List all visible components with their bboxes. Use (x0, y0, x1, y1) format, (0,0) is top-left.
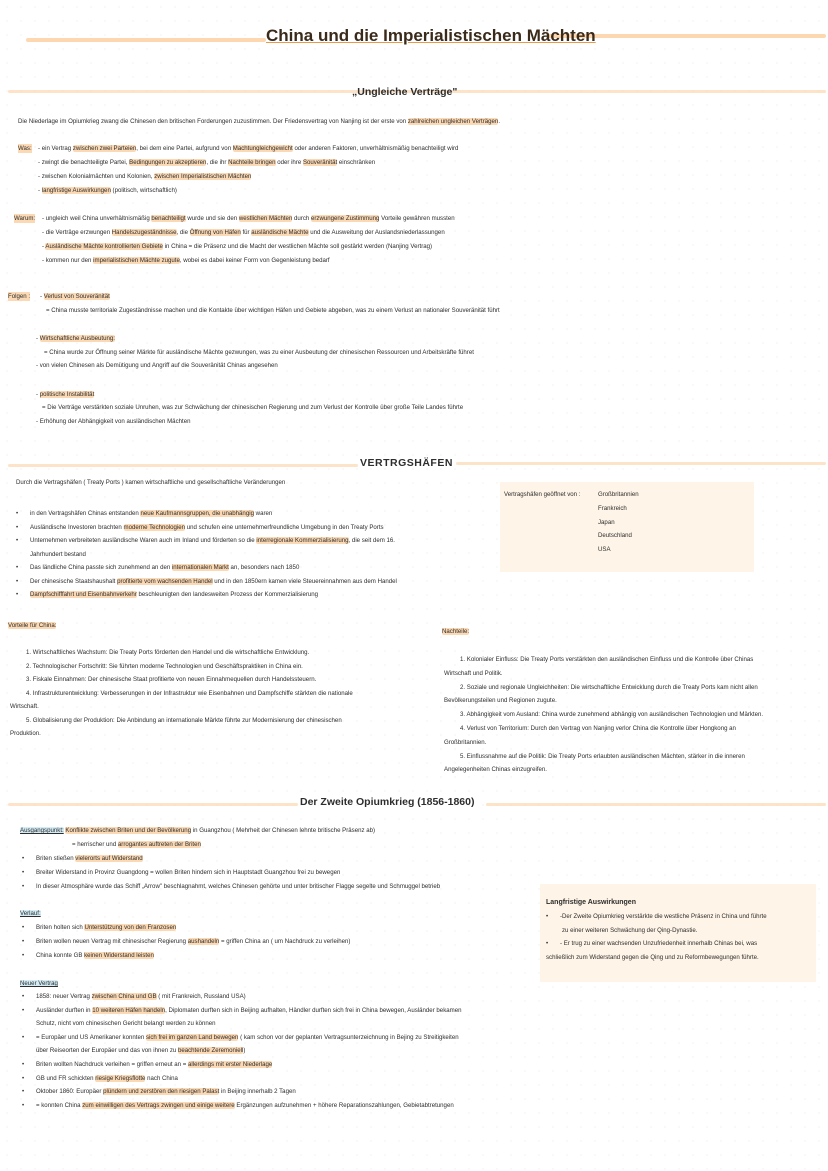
warum-label: Warum: (14, 215, 36, 222)
verlauf-label: Verlauf: (20, 910, 41, 917)
ausgang-line-2: = herrischer und arrogantes auftreten der Briten (72, 841, 201, 848)
country: USA (598, 546, 611, 554)
warum-line-1: - ungleich weil China unverhältnismäßig benachteiligt wurde und sie den westlichen Mächten durch erzwungene Zustimmung Vorteile gewähren mussten (42, 215, 455, 222)
section3-bar-left (8, 803, 298, 806)
treaty-ports-countries (598, 490, 639, 559)
warum-line-2: - die Verträge erzwungen Handelszugeständnisse, die Öffnung von Häfen für ausländische Mächte und die Ausweitung der Auslandsniederlassungen (42, 229, 445, 236)
treaty-ports-label: Vertragshäfen geöffnet von : (504, 491, 581, 498)
neuer-label: Neuer Vertrag (20, 980, 58, 987)
verlauf-bullets: • Briten holten sich Unterstützung von den Franzosen • Briten wollen neuen Vertrag mit chinesischer Regierung aushandeln = griffen China an ( um Nachdruck zu verleihen) • China konnte GB keinen Widerstand leisten (22, 924, 351, 959)
s2-bullets: • in den Vertragshäfen Chinas entstanden neue Kaufmannsgruppen, die unabhängig waren • Ausländische Investoren brachten moderne Technologien und schufen eine unternehmerfreundliche Umgebung in den Treaty Ports • Unternehmen verbreiteten ausländische Waren auch im Inland und förderten so die interregionale Kommerzialisierung, die seit dem 16. Jahrhundert bestand • Das ländliche China passte sich zunehmend an den internationalen Markt an, besonders nach 1850 • Der chinesische Staatshaushalt profitierte vom wachsenden Handel und in den 1850ern kamen viele Steuereinnahmen aus dem Handel • Dampfschifffahrt und Eisenbahnverkehr beschleunigten den landesweiten Prozess der Kommerzialisierung (16, 510, 397, 598)
vorteile-list: 1. Wirtschaftliches Wachstum: Die Treaty Ports förderten den Handel und die wirtschaftliche Entwicklung. 2. Technologischer Fortschritt: Sie führten moderne Technologien und Geschäftspraktiken in China ein. 3. Fiskale Einnahmen: Der chinesische Staat profitierte von neuen Einnahmequellen durch Handelssteuern. 4. Infrastrukturentwicklung: Verbesserungen in der Infrastruktur wie Eisenbahnen und Dampfschiffe stärkten die nationale Wirtschaft. 5. Globalisierung der Produktion: Die Anbindung an internationale Märkte führte zur Modernisierung der chinesischen Produktion. (10, 649, 353, 737)
folgen-1-head: - Verlust von Souveränität (40, 293, 110, 300)
ausgang-line: Ausgangspunkt: Konflikte zwischen Briten und der Bevölkerung in Guangzhou ( Mehrheit der Chinesen lehnte britische Präsenz ab) (20, 827, 376, 834)
country: Deutschland (598, 532, 632, 540)
neuer-bullets: • 1858: neuer Vertrag zwischen China und GB ( mit Frankreich, Russland USA) • Ausländer durften in 10 weiteren Häfen handeln, Diplomaten durften sich in Beijing aufhalten, Händler durften sich frei in China bewegen, Ausländer bekamen Schutz, nicht vom chinesischen Gericht belangt werden zu können • = Europäer und US Amerikaner konnten sich frei im ganzen Land bewegen ( kam schon vor der geplanten Vertragsunterzeichnung in Bejing zu Streitigkeiten über Reiseorten der Europäer und das von ihnen zu beachtende Zeremoniell) • Briten wollten Nachdruck verleihen = griffen erneut an = allerdings mit erster Niederlage • GB und FR schickten riesige Kriegsflotte nach China • Oktober 1860: Europäer plündern und zerstören den riesigen Palast in Beijing innerhalb 2 Tagen • = konnten China zum einwilligen des Vertrags zwingen und einige weitere Ergänzungen aufzunehmen + höhere Reparationszahlungen, Gebietabtretungen (22, 993, 462, 1109)
section3-bar-right (486, 803, 826, 806)
nachteile-label: Nachteile: (442, 628, 470, 635)
folgen-2-head: - Wirtschaftliche Ausbeutung: (36, 335, 115, 342)
country: Japan (598, 518, 615, 526)
was-line-1: - ein Vertrag zwischen zwei Parteien, bei dem eine Partei, aufgrund von Machtungleichgewicht oder anderen Faktoren, unverhältnismäßig benachteiligt wird (38, 145, 459, 152)
section2-bar-left (8, 464, 358, 467)
vorteile-label: Vorteile für China: (8, 622, 57, 629)
section1-heading: „Ungleiche Verträge" (352, 86, 458, 98)
section2-bar-right (456, 462, 826, 465)
folgen-3-text2: - Erhöhung der Abhängigkeit von ausländischen Mächten (36, 418, 191, 425)
langfristig-heading: Langfristige Auswirkungen (546, 899, 636, 906)
s1-intro: Die Niederlage im Opiumkrieg zwang die Chinesen den britischen Forderungen zuzustimmen. Der Friedensvertrag von Nanjing ist der erste von zahlreichen ungleichen Verträgen. (18, 118, 501, 125)
folgen-2-text2: - von vielen Chinesen als Demütigung und Angriff auf die Souveränität Chinas angesehen (36, 362, 278, 369)
warum-line-3: - Ausländische Mächte kontrollierten Gebiete in China = die Präsenz und die Macht der westlichen Mächte soll gestärkt werden (Nanjing Vertrag) (42, 243, 433, 250)
title-bar-left (26, 38, 266, 42)
country: Großbritannien (598, 491, 639, 498)
section2-heading: VERTRGSHÄFEN (360, 457, 453, 469)
nachteile-list: 1. Kolonialer Einfluss: Die Treaty Ports verstärkten den ausländischen Einfluss und die Kontrolle über Chinas Wirtschaft und Politik. 2. Soziale und regionale Ungleichheiten: Die wirtschaftliche Entwicklung durch die Treaty Ports kam nicht allen Bevölkerungsteilen und Regionen zugute. 3. Abhängigkeit vom Ausland: China wurde zunehmend abhängig von ausländischen Technologien und Märkten. 4. Verlust von Territorium: Durch den Vertrag von Nanjing verlor China die Kontrolle über Hongkong an Großbritannien. 5. Einflussnahme auf die Politik: Die Treaty Ports erlaubten ausländischen Mächten, stärker in die inneren Angelegenheiten Chinas einzugreifen. (444, 656, 764, 774)
was-line-3: - zwischen Kolonialmächten und Kolonien, zwischen Imperialistischen Mächten (38, 173, 252, 180)
was-label: Was: (18, 145, 32, 152)
folgen-3-head: - politische Instabilität (36, 391, 95, 398)
ausgang-bullets: • Briten stießen vielerorts auf Widerstand • Breiter Widerstand in Provinz Guangdong = wollen Briten hindern sich in Hauptstadt Guangzhou frei zu bewegen • In dieser Atmosphäre wurde das Schiff „Arrow" beschlagnahmt, welches Chinesen gehörte und unter britischer Flagge segelte und Schmuggel betrieb (22, 855, 441, 890)
section3-heading: Der Zweite Opiumkrieg (1856-1860) (300, 796, 475, 808)
country: Frankreich (598, 504, 627, 512)
was-line-2: - zwingt die benachteiligte Partei, Bedingungen zu akzeptieren, die ihr Nachteile bringen oder ihre Souveränität einschränken (38, 159, 376, 166)
s2-intro: Durch die Vertragshäfen ( Treaty Ports ) kamen wirtschaftliche und gesellschaftliche Veränderungen (16, 479, 286, 486)
folgen-3-text: = Die Verträge verstärkten soziale Unruhen, was zur Schwächung der chinesischen Regierung und zum Verlust der Kontrolle über große Teile Landes führte (42, 404, 464, 411)
langfristig-text: • -Der Zweite Opiumkrieg verstärkte die westliche Präsenz in China und führte zu einer weiteren Schwächung der Qing-Dynastie. • - Er trug zu einer wachsenden Unzufriedenheit innerhalb Chinas bei, was schließlich zum Widerstand gegen die Qing und zu Reformbewegungen führte. (546, 913, 767, 961)
page-title: China und die Imperialistischen Mächten (266, 26, 596, 45)
was-line-4: - langfristige Auswirkungen (politisch, wirtschaftlich) (38, 187, 177, 194)
warum-line-4: - kommen nur den imperialistischen Mächte zugute, wobei es dabei keiner Form von Gegenleistung bedarf (42, 257, 330, 264)
folgen-label: Folgen : (8, 293, 31, 300)
folgen-1-text: = China musste territoriale Zugeständnisse machen und die Kontakte über wichtigen Häfen und Gebiete abgeben, was zu einem Verlust an nationaler Souveränität führt (46, 307, 500, 314)
folgen-2-text: = China wurde zur Öffnung seiner Märkte für ausländische Mächte gezwungen, was zu einer Ausbeutung der chinesischen Ressourcen und Arbeitskräfte führet (44, 349, 474, 356)
